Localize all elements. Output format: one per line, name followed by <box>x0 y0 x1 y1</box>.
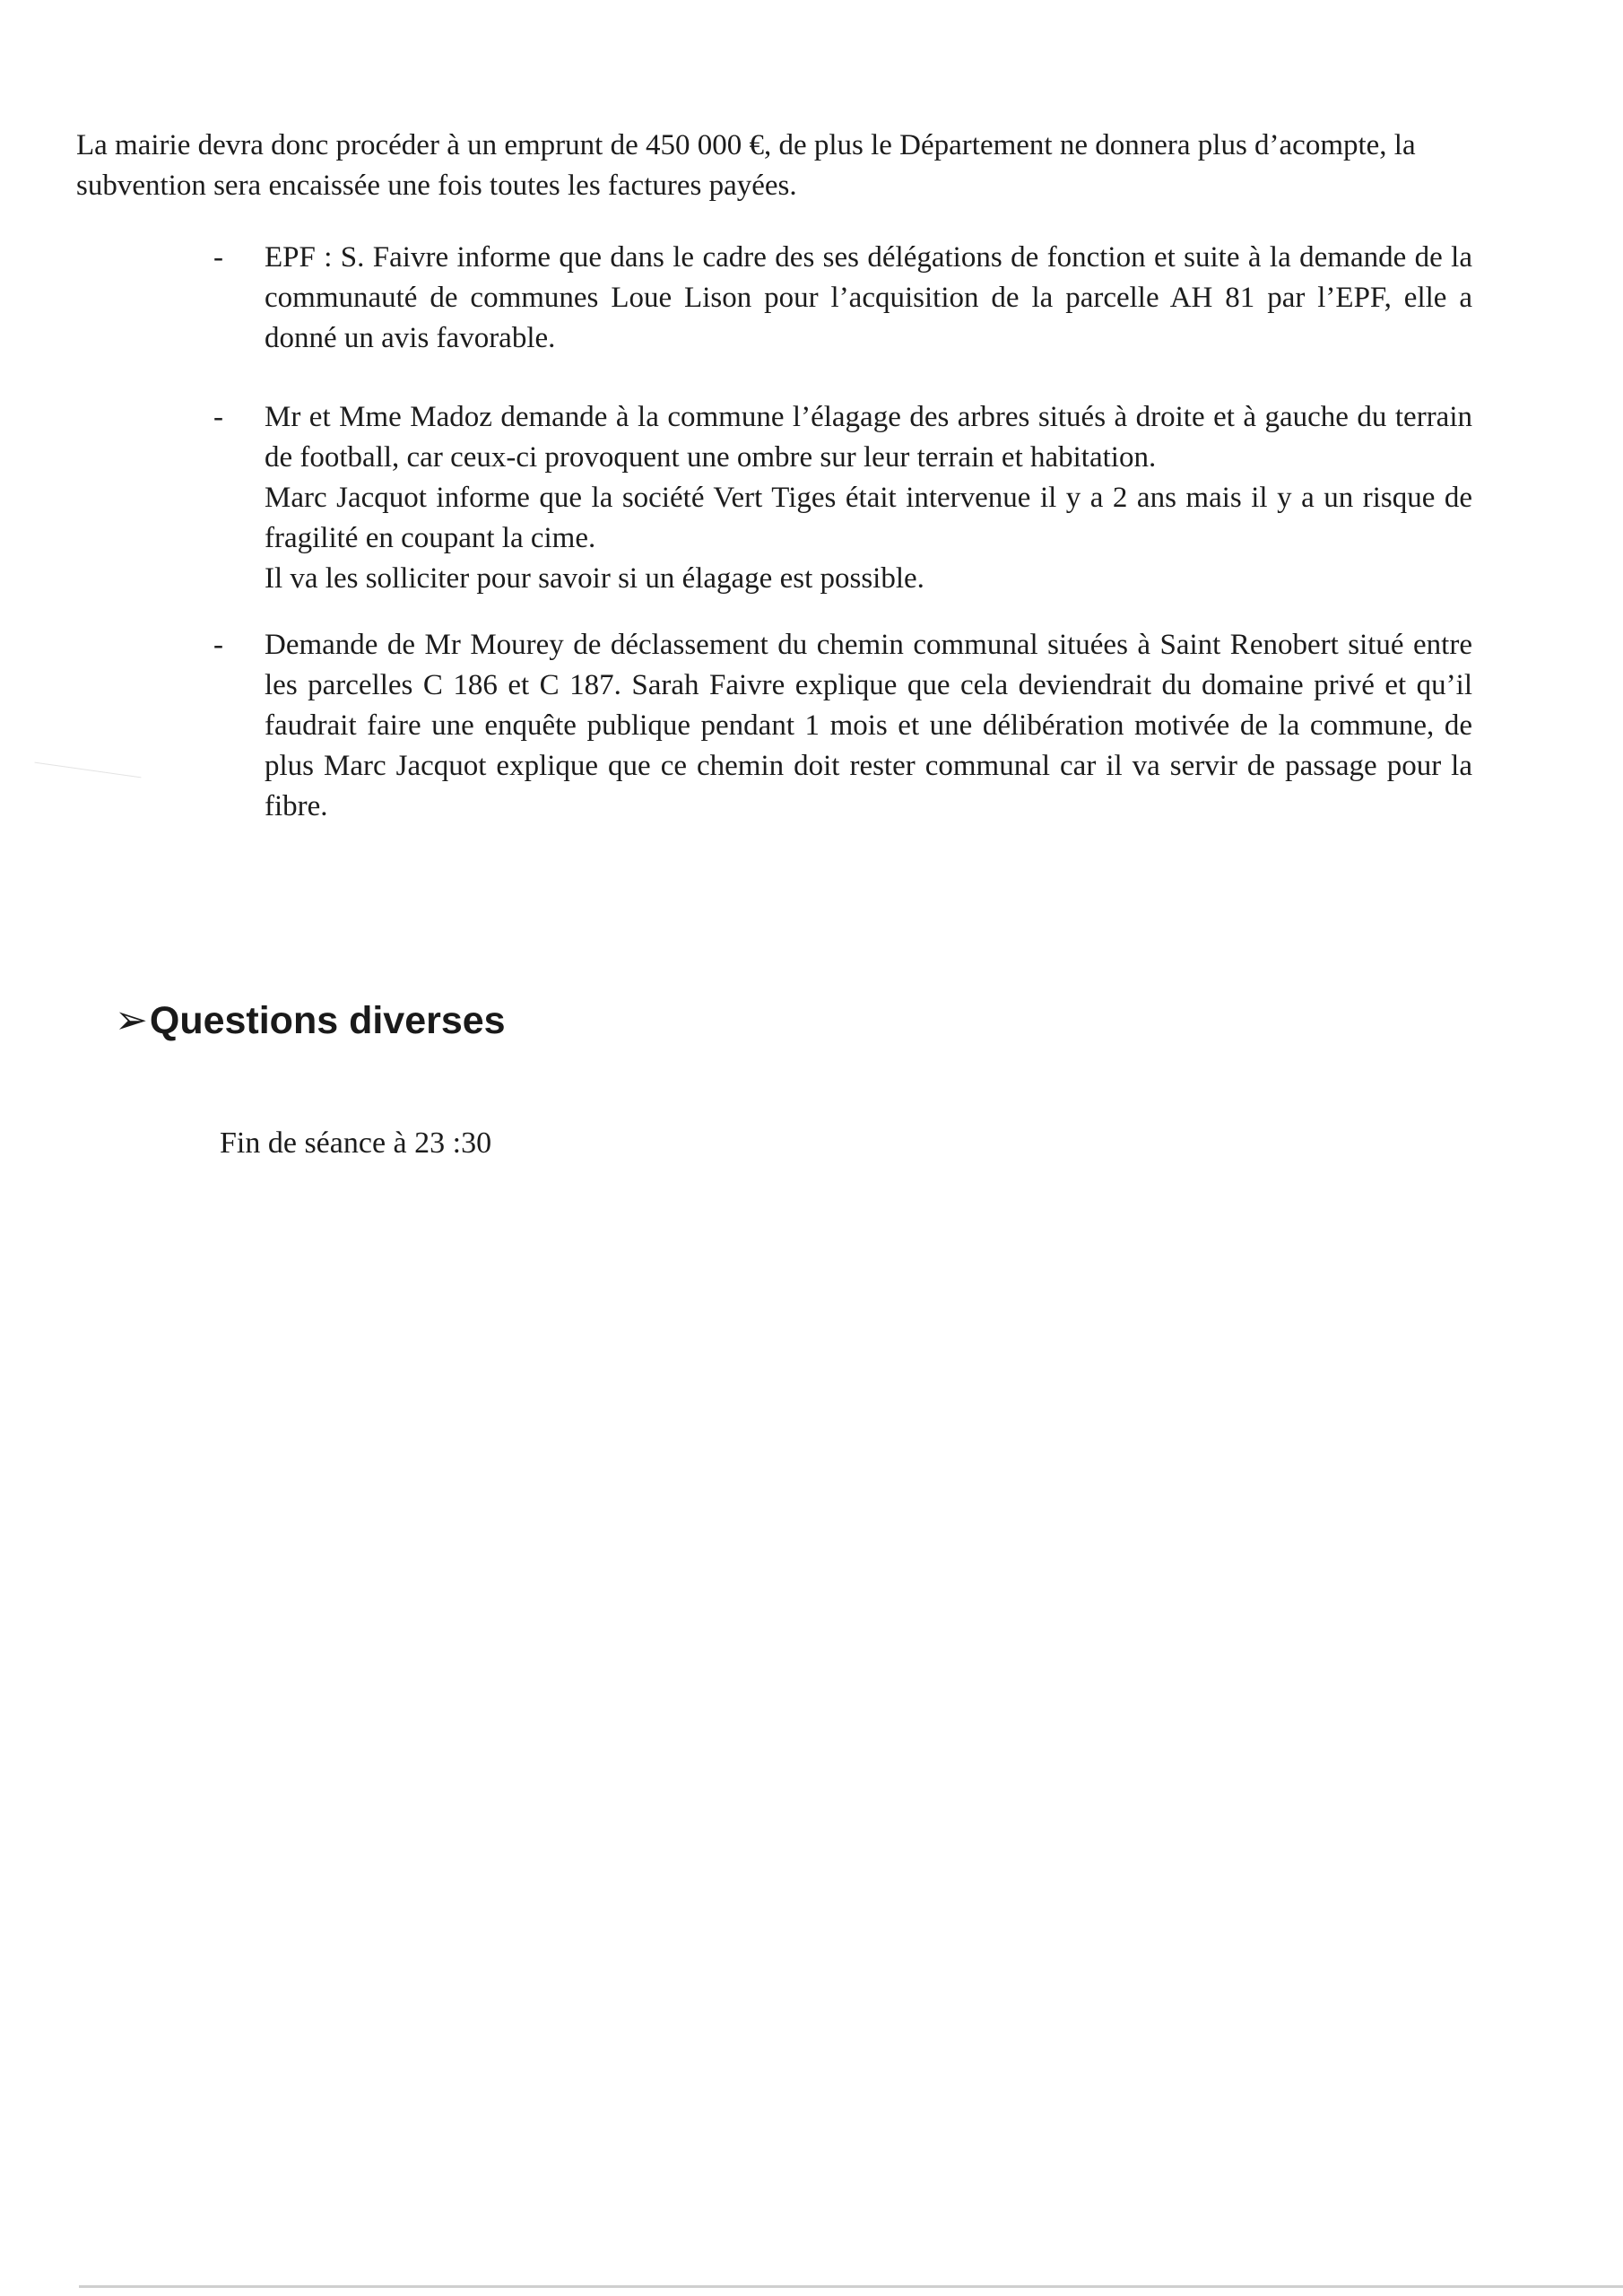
intro-paragraph: La mairie devra donc procéder à un emprunt de 450 000 €, de plus le Département ne donnera plus d’acompte, la subvention sera encaissée une fois toutes les factures payées. <box>76 129 1416 202</box>
bullet-item-epf <box>213 238 1472 359</box>
scan-artifact <box>35 762 142 778</box>
section-heading-questions-diverses <box>115 997 506 1044</box>
bullet-dash-marker: - <box>213 241 223 274</box>
bullet-content <box>265 238 1472 359</box>
bullet-item-mourey <box>213 625 1472 827</box>
bullet-dash-marker: - <box>213 401 223 433</box>
bullet-item-madoz <box>213 397 1472 599</box>
closing-line: Fin de séance à 23 :30 <box>220 1126 492 1160</box>
bullet-paragraph: Marc Jacquot informe que la société Vert Tiges était intervenue il y a 2 ans mais il y a un risque de fragilité en coupant la cime. <box>265 482 1472 554</box>
section-heading-label: Questions diverses <box>149 999 506 1042</box>
scan-edge-line <box>79 2285 1623 2288</box>
bullet-paragraph: EPF : S. Faivre informe que dans le cadre des ses délégations de fonction et suite à la demande de la communauté de communes Loue Lison pour l’acquisition de la parcelle AH 81 par l’EPF, elle a donné un avis favorable. <box>265 241 1472 354</box>
bullet-paragraph: Demande de Mr Mourey de déclassement du chemin communal situées à Saint Renobert situé entre les parcelles C 186 et C 187. Sarah Faivre explique que cela deviendrait du domaine privé et qu’il faudrait faire une enquête publique pendant 1 mois et une délibération motivée de la commune, de plus Marc Jacquot explique que ce chemin doit rester communal car il va servir de passage pour la fibre. <box>265 629 1472 822</box>
arrowhead-bullet-icon: ➢ <box>115 998 148 1042</box>
bullet-paragraph: Il va les solliciter pour savoir si un élagage est possible. <box>265 562 924 595</box>
bullet-dash-marker: - <box>213 629 223 661</box>
bullet-content <box>265 397 1472 599</box>
bullet-content <box>265 625 1472 827</box>
bullet-paragraph: Mr et Mme Madoz demande à la commune l’élagage des arbres situés à droite et à gauche du terrain de football, car ceux-ci provoquent une ombre sur leur terrain et habitation. <box>265 401 1472 474</box>
